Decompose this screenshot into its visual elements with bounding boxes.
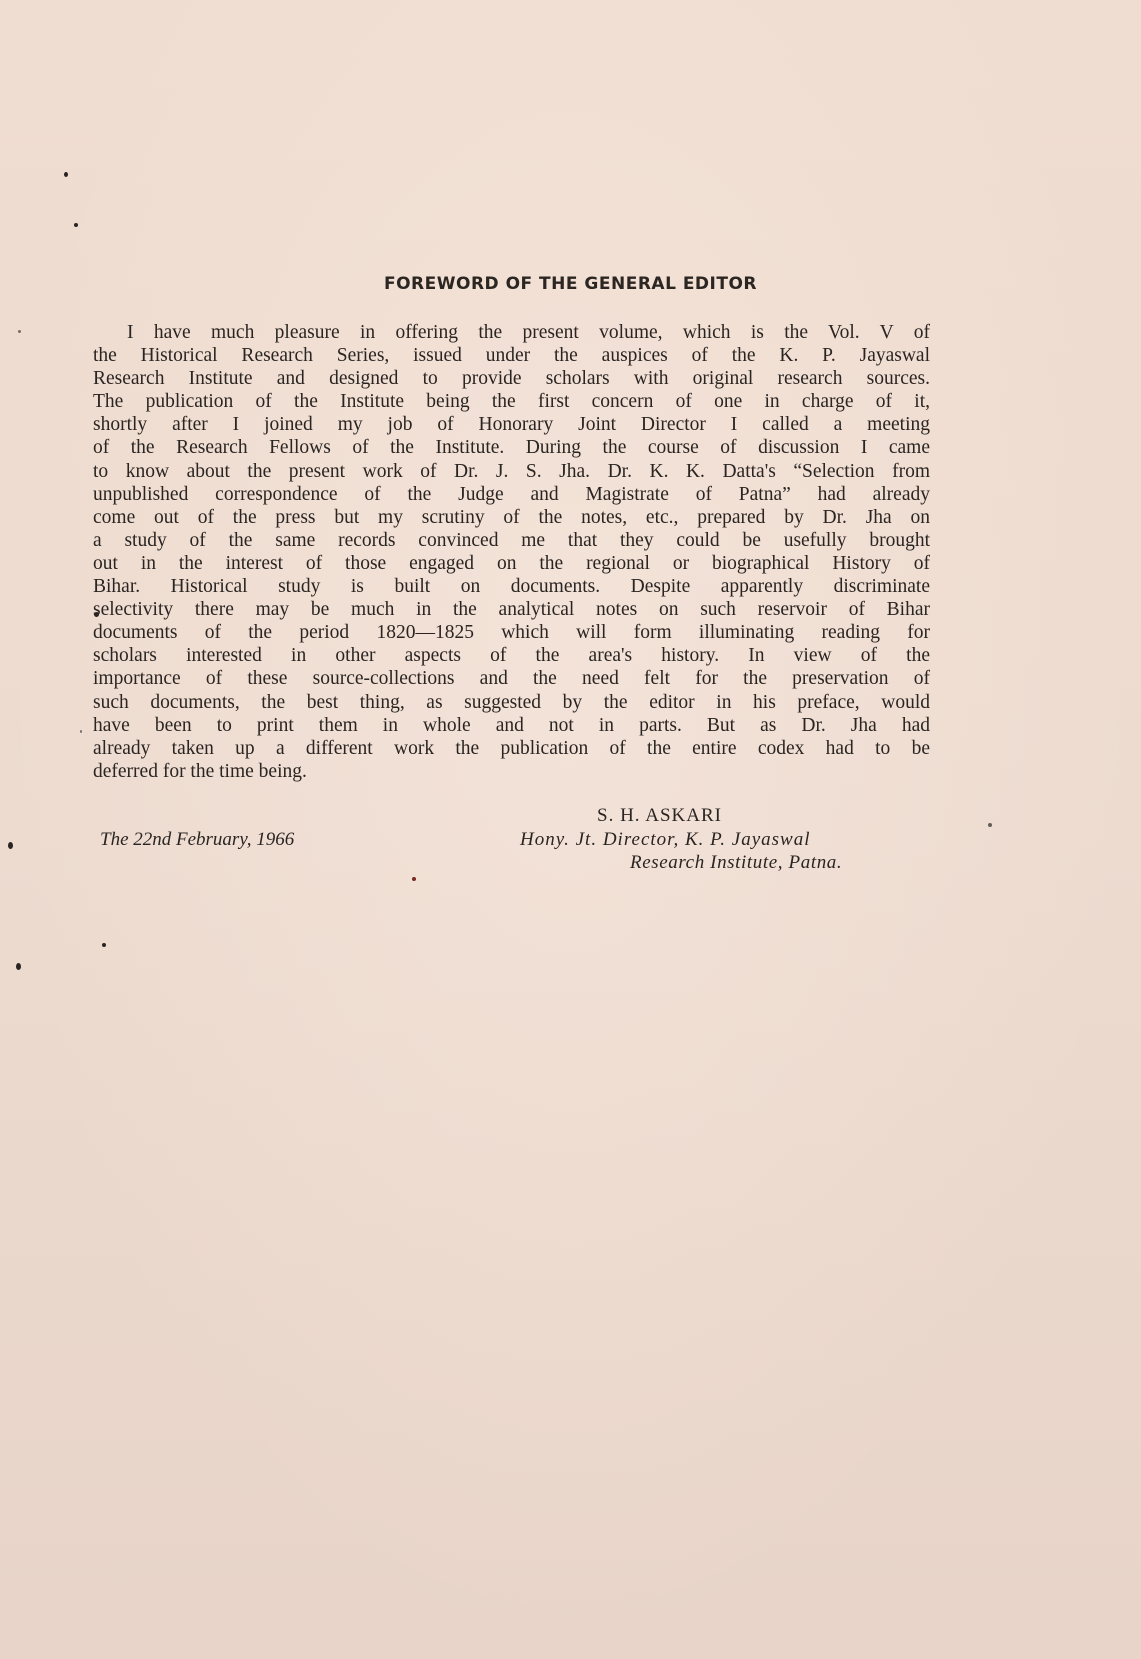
paragraph-line: The publication of the Institute being the first concern of one in charge of it, bbox=[93, 391, 930, 413]
paragraph-line: documents of the period 1820—1825 which will form illuminating reading for bbox=[93, 622, 930, 644]
paragraph-line: to know about the present work of Dr. J. S. Jha. Dr. K. K. Datta's “Selection from bbox=[93, 460, 930, 482]
paragraph-line: I have much pleasure in offering the present volume, which is the Vol. V of bbox=[127, 322, 930, 343]
paragraph-line: come out of the press but my scrutiny of the notes, etc., prepared by Dr. Jha on bbox=[93, 506, 930, 528]
paragraph-line: deferred for the time being. bbox=[93, 760, 307, 782]
paragraph-line: out in the interest of those engaged on the regional or biographical History of bbox=[93, 552, 930, 574]
foreword-paragraph bbox=[93, 321, 930, 783]
paragraph-line: of the Research Fellows of the Institute. During the course of discussion I came bbox=[93, 437, 930, 459]
paragraph-line: scholars interested in other aspects of the area's history. In view of the bbox=[93, 645, 930, 667]
paragraph-line: Bihar. Historical study is built on documents. Despite apparently discriminate bbox=[93, 576, 930, 598]
scan-speck bbox=[8, 842, 13, 849]
scan-speck bbox=[18, 330, 21, 333]
paragraph-line: shortly after I joined my job of Honorary Joint Director I called a meeting bbox=[93, 414, 930, 436]
paragraph-line: already taken up a different work the publication of the entire codex had to be bbox=[93, 737, 930, 759]
foreword-date: The 22nd February, 1966 bbox=[100, 829, 295, 850]
paragraph-line: importance of these source-collections and the need felt for the preservation of bbox=[93, 668, 930, 690]
paragraph-line: such documents, the best thing, as suggested by the editor in his preface, would bbox=[93, 691, 930, 713]
scan-speck bbox=[80, 730, 82, 733]
scan-speck bbox=[64, 172, 68, 177]
scan-speck bbox=[102, 943, 106, 947]
signatory-title: Hony. Jt. Director, K. P. Jayaswal bbox=[520, 829, 811, 850]
paragraph-line: Research Institute and designed to provide scholars with original research sources. bbox=[93, 368, 930, 390]
scan-speck bbox=[412, 877, 416, 881]
paragraph-line: have been to print them in whole and not in parts. But as Dr. Jha had bbox=[93, 714, 930, 736]
signatory-institution: Research Institute, Patna. bbox=[630, 852, 843, 873]
scan-speck bbox=[74, 223, 78, 227]
paragraph-line: selectivity there may be much in the analytical notes on such reservoir of Bihar bbox=[93, 599, 930, 621]
foreword-heading: FOREWORD OF THE GENERAL EDITOR bbox=[383, 274, 758, 294]
paragraph-line: unpublished correspondence of the Judge and Magistrate of Patna” had already bbox=[93, 483, 930, 505]
scan-speck bbox=[988, 823, 992, 827]
scan-speck bbox=[16, 963, 21, 970]
paragraph-line: the Historical Research Series, issued under the auspices of the K. P. Jayaswal bbox=[93, 345, 930, 367]
paragraph-line: a study of the same records convinced me that they could be usefully brought bbox=[93, 529, 930, 551]
signatory-name: S. H. ASKARI bbox=[597, 805, 722, 826]
